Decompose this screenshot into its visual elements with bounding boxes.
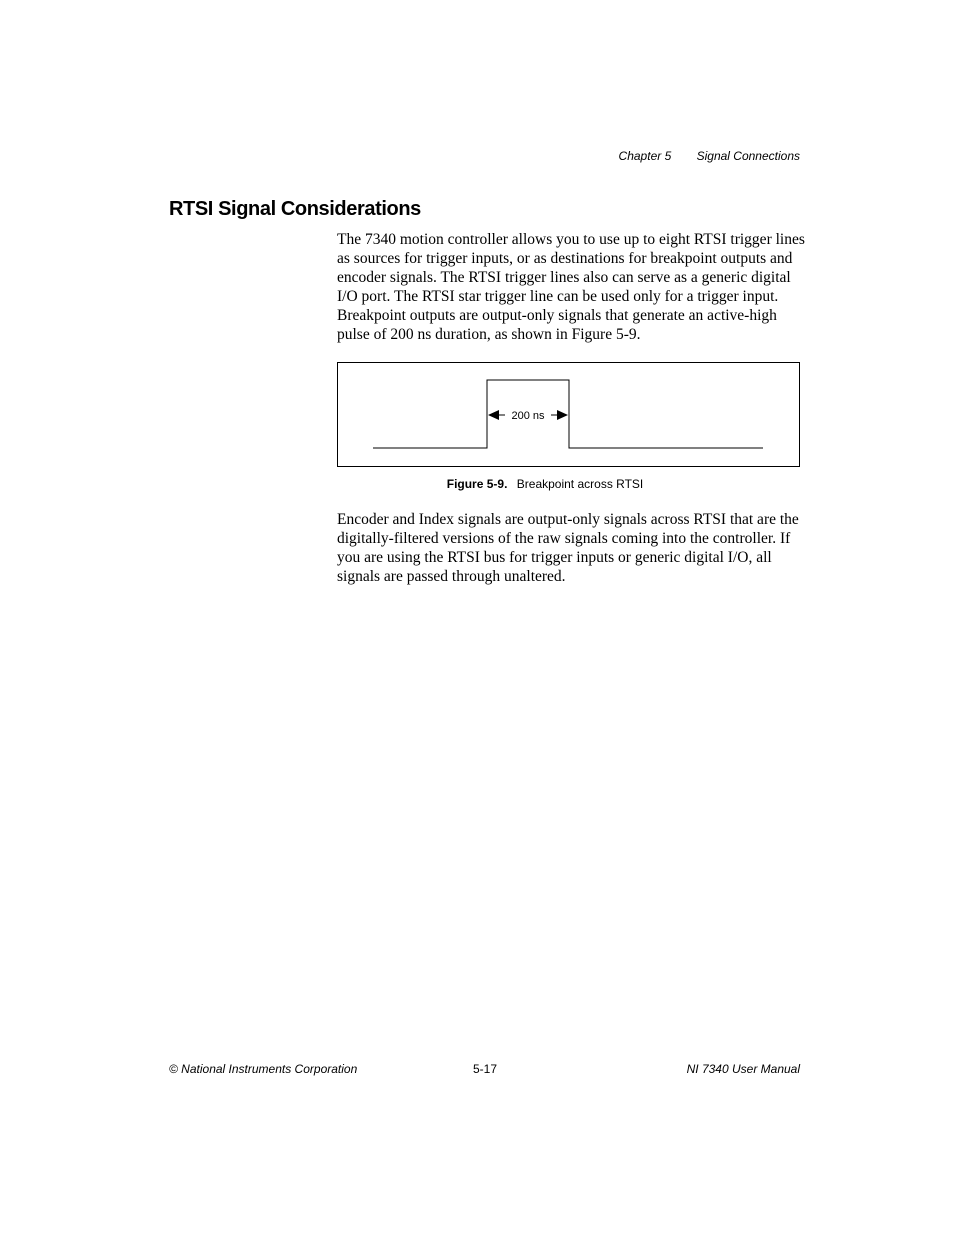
- arrowhead-left: [488, 410, 499, 420]
- footer-page-number: 5-17: [473, 1062, 498, 1076]
- pulse-width-label: 200 ns: [511, 410, 545, 422]
- footer-manual-title: NI 7340 User Manual: [686, 1062, 800, 1076]
- figure-caption-text: Breakpoint across RTSI: [516, 477, 644, 491]
- figure-frame: [337, 362, 800, 467]
- section-title: RTSI Signal Considerations: [169, 198, 421, 220]
- running-header: [619, 149, 800, 163]
- header-chapter: Chapter 5: [618, 149, 672, 163]
- figure-caption: [0, 477, 954, 491]
- header-section: Signal Connections: [696, 149, 800, 163]
- intro-paragraph: The 7340 motion controller allows you to use up to eight RTSI trigger lines as sources for trigger inputs, or as destinations for breakpoint outputs and encoder signals. The RTSI trigger lines also can serve as a generic digital I/O port. The RTSI star trigger line can be used only for a trigger input. Breakpoint outputs are output-only signals that generate an active-high pulse of 200 ns duration, as shown in Figure 5-9.: [337, 231, 805, 343]
- arrowhead-right: [557, 410, 568, 420]
- encoder-paragraph: Encoder and Index signals are output-only signals across RTSI that are the digitally-filtered versions of the raw signals coming into the controller. If you are using the RTSI bus for trigger inputs or generic digital I/O, all signals are passed through unaltered.: [337, 511, 799, 585]
- pulse-waveform: [373, 380, 763, 448]
- figure-number: Figure 5-9.: [446, 477, 508, 491]
- footer-copyright: © National Instruments Corporation: [169, 1062, 358, 1076]
- pulse-diagram: [338, 363, 799, 466]
